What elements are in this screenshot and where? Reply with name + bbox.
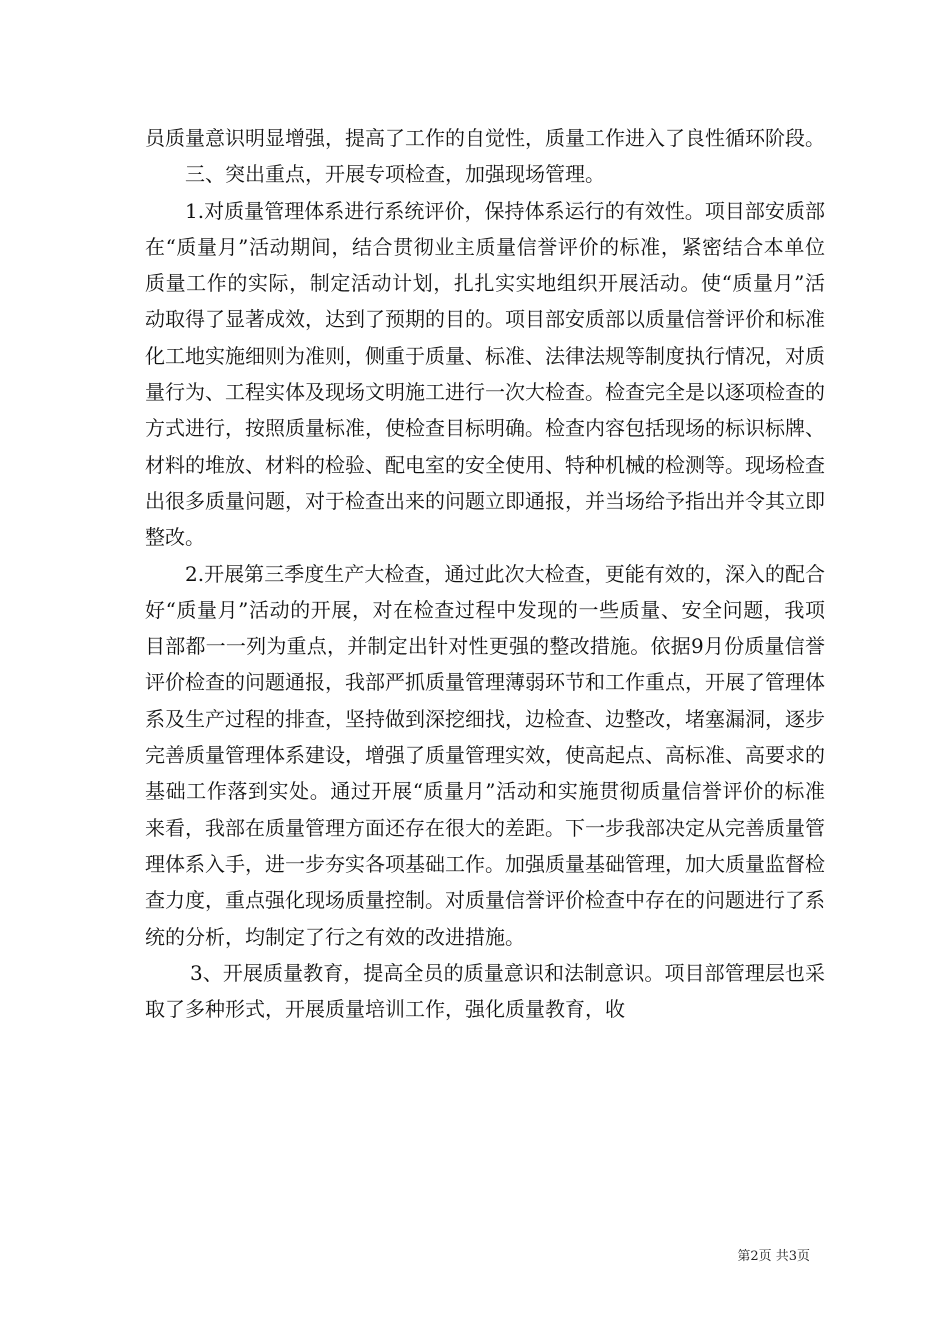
document-body: [145, 120, 825, 1027]
paragraph-continuation: 员质量意识明显增强，提高了工作的自觉性，质量工作进入了良性循环阶段。: [145, 126, 825, 150]
paragraph-item-3: 3、开展质量教育，提高全员的质量意识和法制意识。项目部管理层也采取了多种形式，开展质量培训工作，强化质量教育，收: [145, 960, 825, 1022]
page-number-footer: 第2页 共3页: [737, 1249, 810, 1264]
paragraph-item-2: 2.开展第三季度生产大检查，通过此次大检查，更能有效的，深入的配合好“质量月”活动的开展，对在检查过程中发现的一些质量、安全问题，我项目部都一一列为重点，并制定出针对性更强的整改措施。依据9月份质量信誉评价检查的问题通报，我部严抓质量管理薄弱环节和工作重点，开展了管理体系及生产过程的排查，坚持做到深挖细找，边检查、边整改，堵塞漏洞，逐步完善质量管理体系建设，增强了质量管理实效，使高起点、高标准、高要求的基础工作落到实处。通过开展“质量月”活动和实施贯彻质量信誉评价的标准来看，我部在质量管理方面还存在很大的差距。下一步我部决定从完善质量管理体系入手，进一步夯实各项基础工作。加强质量基础管理，加大质量监督检查力度，重点强化现场质量控制。对质量信誉评价检查中存在的问题进行了系统的分析，均制定了行之有效的改进措施。: [145, 561, 825, 949]
paragraph-item-1: 1.对质量管理体系进行系统评价，保持体系运行的有效性。项目部安质部在“质量月”活动期间，结合贯彻业主质量信誉评价的标准，紧密结合本单位质量工作的实际，制定活动计划，扎扎实实地组织开展活动。使“质量月”活动取得了显著成效，达到了预期的目的。项目部安质部以质量信誉评价和标准化工地实施细则为准则，侧重于质量、标准、法律法规等制度执行情况，对质量行为、工程实体及现场文明施工进行一次大检查。检查完全是以逐项检查的方式进行，按照质量标准，使检查目标明确。检查内容包括现场的标识标牌、材料的堆放、材料的检验、配电室的安全使用、特种机械的检测等。现场检查出很多质量问题，对于检查出来的问题立即通报，并当场给予指出并令其立即整改。: [145, 198, 825, 550]
section-heading: 三、突出重点，开展专项检查，加强现场管理。: [185, 162, 605, 187]
